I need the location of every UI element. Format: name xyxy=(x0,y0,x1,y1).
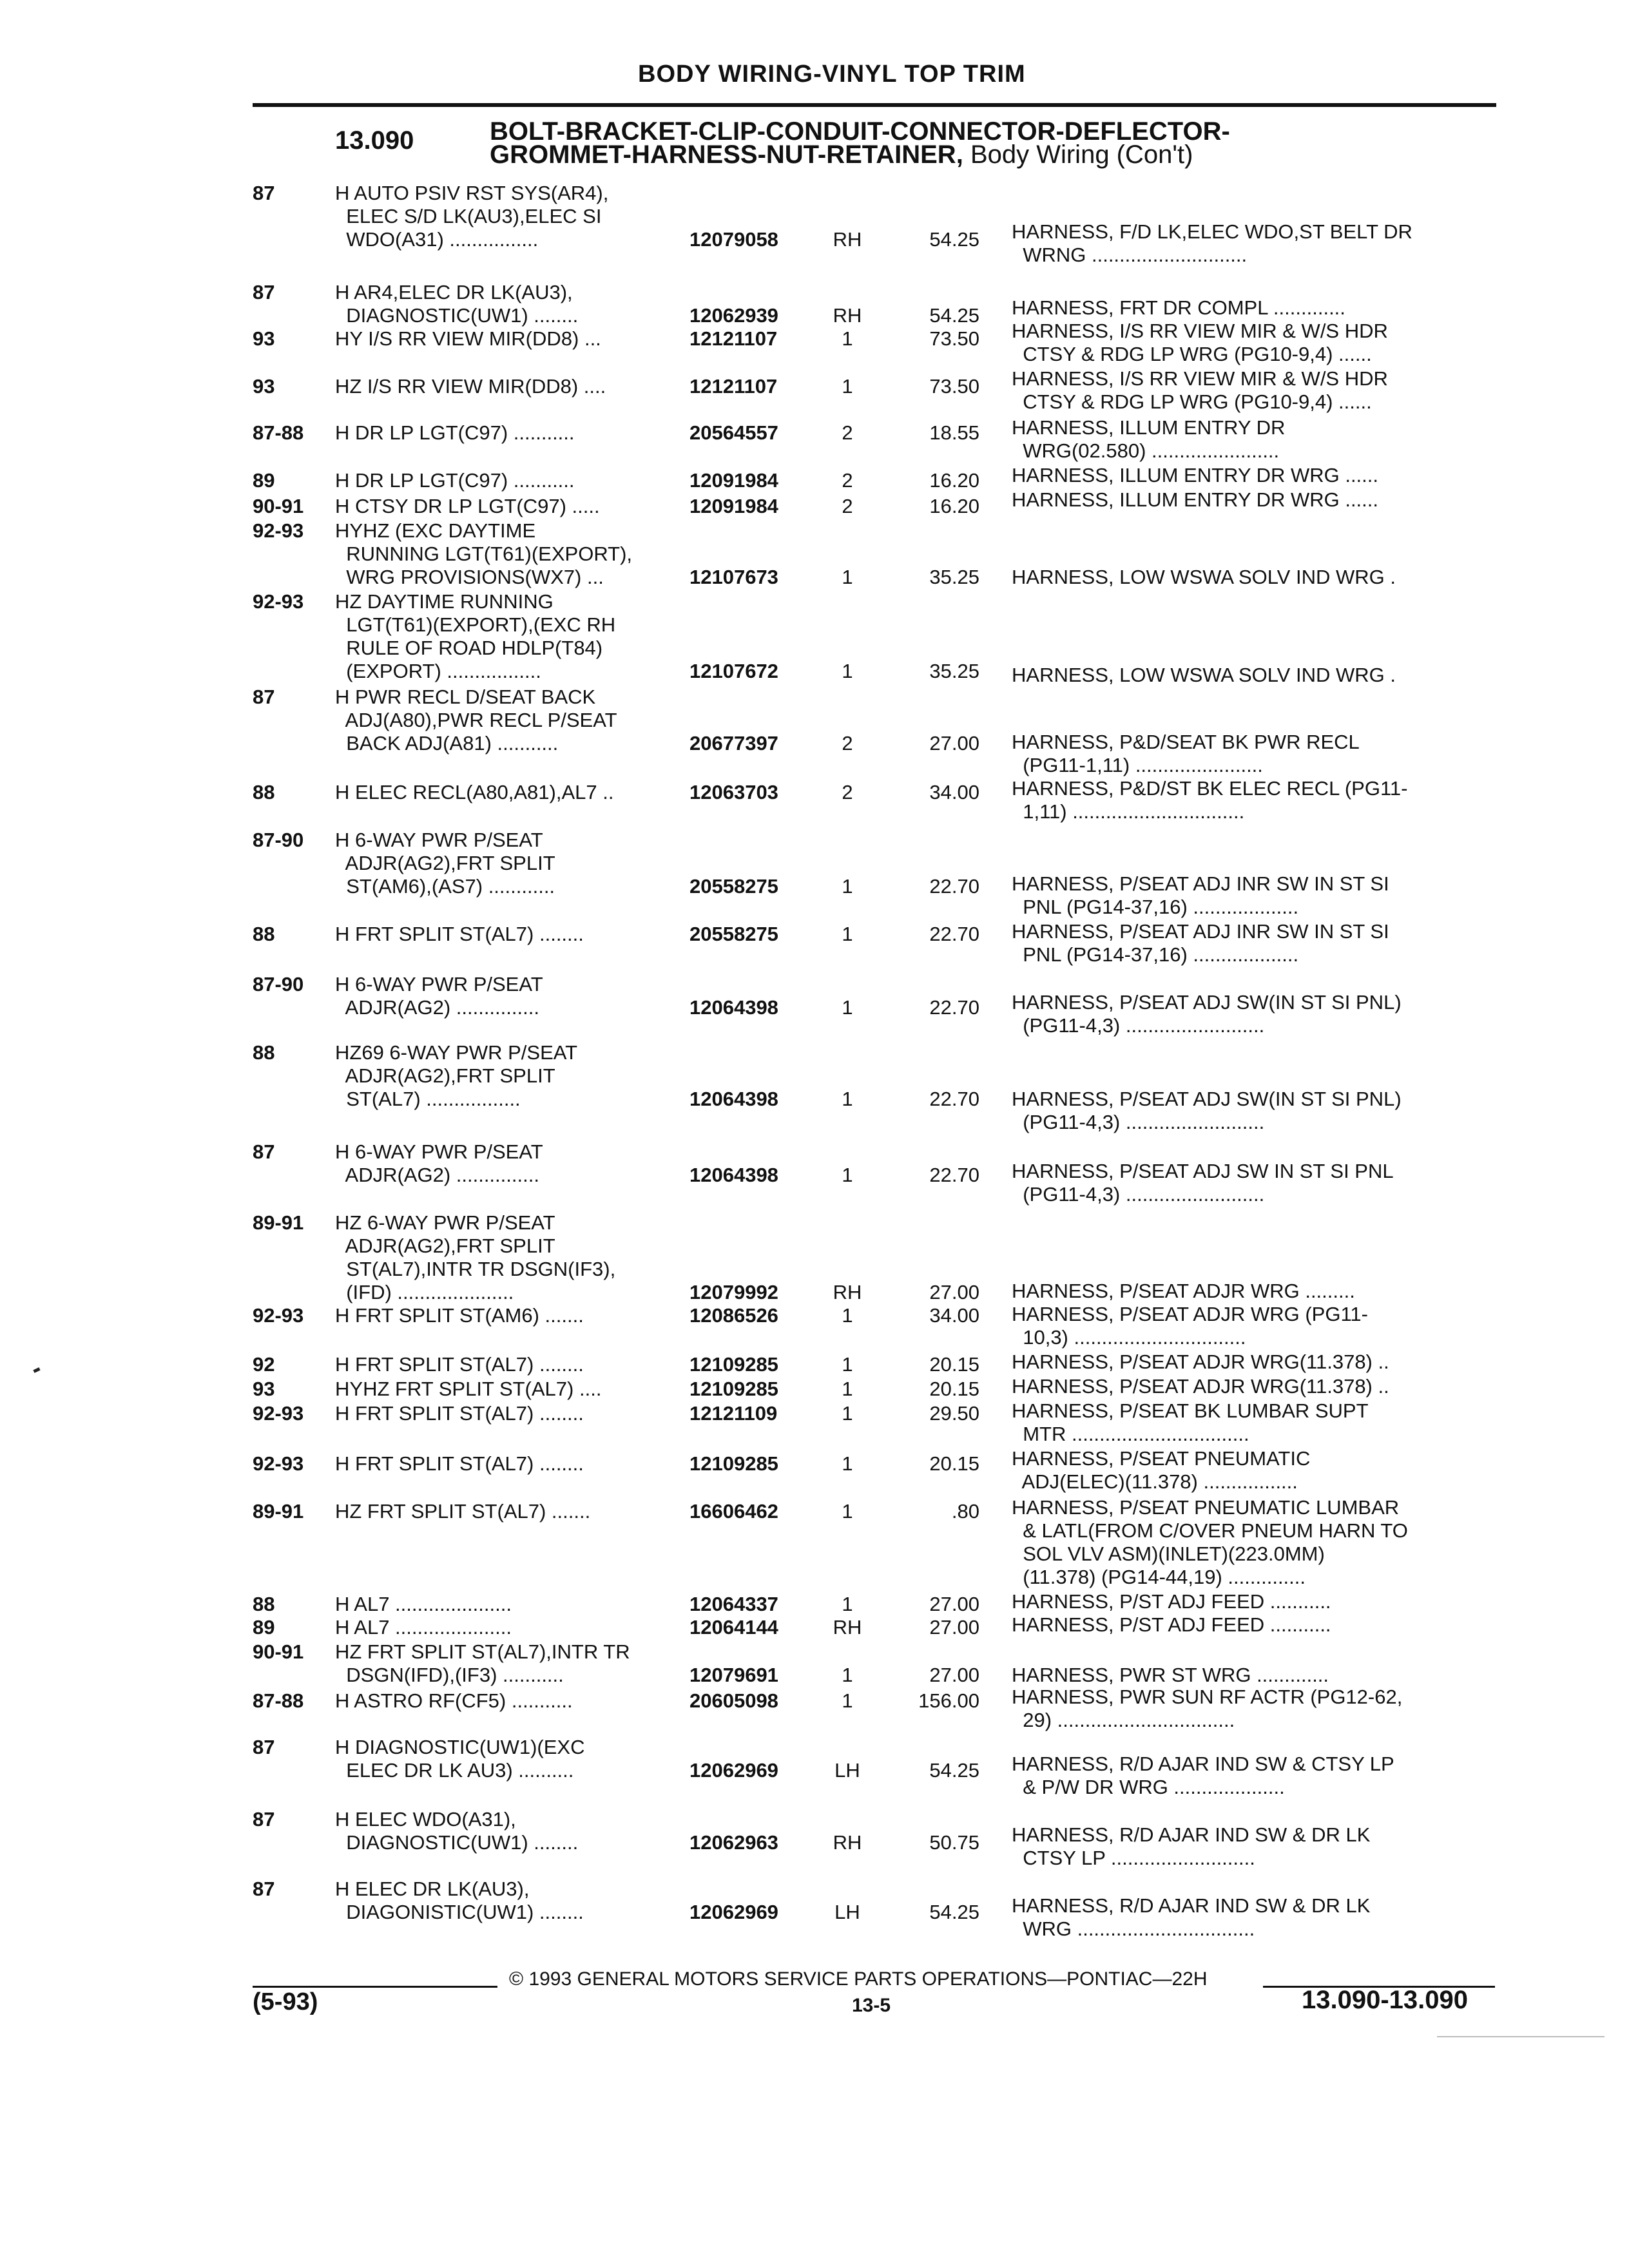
part-description-line: ADJR(AG2) ............... xyxy=(335,996,539,1019)
model-year: 87-88 xyxy=(253,1689,304,1712)
quantity: 1 xyxy=(842,1500,853,1523)
part-description-line: LGT(T61)(EXPORT),(EXC RH xyxy=(335,613,616,636)
part-number: 12064337 xyxy=(689,1593,778,1615)
part-number: 12107672 xyxy=(689,660,778,682)
part-number: 20558275 xyxy=(689,875,778,898)
part-name-line: HARNESS, F/D LK,ELEC WDO,ST BELT DR xyxy=(1012,220,1412,243)
part-name-line: PNL (PG14-37,16) ................... xyxy=(1012,896,1299,918)
part-name-line: HARNESS, I/S RR VIEW MIR & W/S HDR xyxy=(1012,367,1388,390)
part-number: 12109285 xyxy=(689,1353,778,1376)
part-number: 12079691 xyxy=(689,1664,778,1686)
part-number: 12086526 xyxy=(689,1304,778,1327)
price: 54.25 xyxy=(929,228,979,251)
price: .80 xyxy=(951,1500,979,1523)
part-name-line: ADJ(ELEC)(11.378) ................. xyxy=(1012,1470,1298,1493)
quantity: RH xyxy=(833,1616,862,1639)
quantity: 1 xyxy=(842,1353,853,1376)
part-description-line: HZ DAYTIME RUNNING xyxy=(335,590,554,613)
model-year: 87-90 xyxy=(253,973,304,995)
part-description-line: H DR LP LGT(C97) ........... xyxy=(335,421,575,444)
part-description-line: ADJ(A80),PWR RECL P/SEAT xyxy=(335,709,617,731)
part-number: 12121107 xyxy=(689,375,778,398)
part-description-line: ADJR(AG2),FRT SPLIT xyxy=(335,1235,555,1257)
price: 22.70 xyxy=(929,1088,979,1110)
price: 50.75 xyxy=(929,1831,979,1854)
part-number: 12079058 xyxy=(689,228,778,251)
quantity: 1 xyxy=(842,1402,853,1425)
part-number: 20605098 xyxy=(689,1689,778,1712)
model-year: 93 xyxy=(253,375,275,398)
section-title-line1: BOLT-BRACKET-CLIP-CONDUIT-CONNECTOR-DEFLECTOR- xyxy=(490,117,1230,146)
model-year: 89 xyxy=(253,1616,275,1639)
price: 27.00 xyxy=(929,1593,979,1615)
part-number: 12064144 xyxy=(689,1616,778,1639)
part-number: 12121107 xyxy=(689,327,778,350)
part-description-line: WRG PROVISIONS(WX7) ... xyxy=(335,566,604,588)
part-name-line: (11.378) (PG14-44,19) .............. xyxy=(1012,1566,1306,1588)
part-description-line: WDO(A31) ................ xyxy=(335,228,539,251)
part-name-line: HARNESS, I/S RR VIEW MIR & W/S HDR xyxy=(1012,320,1388,342)
price: 54.25 xyxy=(929,304,979,327)
model-year: 88 xyxy=(253,1593,275,1615)
part-name-line: HARNESS, ILLUM ENTRY DR WRG ...... xyxy=(1012,464,1379,486)
model-year: 92-93 xyxy=(253,1304,304,1327)
part-description-line: H AL7 ..................... xyxy=(335,1593,512,1615)
model-year: 87 xyxy=(253,281,275,303)
quantity: 1 xyxy=(842,1452,853,1475)
part-number: 12091984 xyxy=(689,495,778,517)
part-name-line: HARNESS, LOW WSWA SOLV IND WRG . xyxy=(1012,664,1396,686)
part-number: 12064398 xyxy=(689,1088,778,1110)
part-description-line: (EXPORT) ................. xyxy=(335,660,541,682)
model-year: 87-88 xyxy=(253,421,304,444)
part-description-line: H ELEC WDO(A31), xyxy=(335,1808,516,1831)
part-description-line: ADJR(AG2),FRT SPLIT xyxy=(335,852,555,874)
part-description-line: RUNNING LGT(T61)(EXPORT), xyxy=(335,543,633,565)
part-number: 16606462 xyxy=(689,1500,778,1523)
price: 34.00 xyxy=(929,1304,979,1327)
quantity: RH xyxy=(833,1831,862,1854)
part-name-line: HARNESS, PWR SUN RF ACTR (PG12-62, xyxy=(1012,1686,1403,1708)
quantity: 2 xyxy=(842,421,853,444)
part-name-line: HARNESS, R/D AJAR IND SW & DR LK xyxy=(1012,1823,1371,1846)
part-description-line: H FRT SPLIT ST(AL7) ........ xyxy=(335,923,584,945)
part-description-line: ST(AL7) ................. xyxy=(335,1088,521,1110)
footer-copyright: © 1993 GENERAL MOTORS SERVICE PARTS OPERATIONS—PONTIAC—22H xyxy=(509,1968,1208,1990)
model-year: 92-93 xyxy=(253,519,304,542)
part-number: 12062963 xyxy=(689,1831,778,1854)
part-description-line: H DIAGNOSTIC(UW1)(EXC xyxy=(335,1736,585,1758)
model-year: 90-91 xyxy=(253,1640,304,1663)
quantity: 1 xyxy=(842,1593,853,1615)
part-name-line: WRG ................................ xyxy=(1012,1917,1255,1940)
quantity: 1 xyxy=(842,1664,853,1686)
part-name-line: CTSY & RDG LP WRG (PG10-9,4) ...... xyxy=(1012,343,1372,365)
model-year: 88 xyxy=(253,781,275,803)
part-description-line: H FRT SPLIT ST(AL7) ........ xyxy=(335,1452,584,1475)
part-description-line: DSGN(IFD),(IF3) ........... xyxy=(335,1664,564,1686)
part-description-line: ADJR(AG2),FRT SPLIT xyxy=(335,1064,555,1087)
quantity: RH xyxy=(833,304,862,327)
price: 18.55 xyxy=(929,421,979,444)
part-description-line: (IFD) ..................... xyxy=(335,1281,514,1303)
part-description-line: H AL7 ..................... xyxy=(335,1616,512,1639)
part-name-line: HARNESS, PWR ST WRG ............. xyxy=(1012,1664,1329,1686)
footer-page-number: 13-5 xyxy=(852,1995,891,2016)
part-name-line: (PG11-4,3) ......................... xyxy=(1012,1183,1265,1206)
price: 20.15 xyxy=(929,1378,979,1400)
quantity: 1 xyxy=(842,327,853,350)
part-number: 12063703 xyxy=(689,781,778,803)
model-year: 88 xyxy=(253,923,275,945)
model-year: 92-93 xyxy=(253,1402,304,1425)
part-name-line: HARNESS, P/ST ADJ FEED ........... xyxy=(1012,1590,1331,1613)
price: 16.20 xyxy=(929,495,979,517)
model-year: 87 xyxy=(253,182,275,204)
scan-artifact-line xyxy=(1437,2036,1605,2037)
quantity: 1 xyxy=(842,875,853,898)
part-number: 12109285 xyxy=(689,1452,778,1475)
part-name-line: HARNESS, P/SEAT ADJR WRG(11.378) .. xyxy=(1012,1375,1389,1398)
part-description-line: H PWR RECL D/SEAT BACK xyxy=(335,686,596,708)
part-name-line: (PG11-4,3) ......................... xyxy=(1012,1111,1265,1133)
page-header-title: BODY WIRING-VINYL TOP TRIM xyxy=(638,61,1026,88)
price: 156.00 xyxy=(918,1689,979,1712)
quantity: 1 xyxy=(842,375,853,398)
price: 29.50 xyxy=(929,1402,979,1425)
price: 22.70 xyxy=(929,996,979,1019)
price: 35.25 xyxy=(929,660,979,682)
part-number: 12062969 xyxy=(689,1901,778,1923)
model-year: 87 xyxy=(253,686,275,708)
footer-rule-left xyxy=(253,1986,497,1988)
part-name-line: & LATL(FROM C/OVER PNEUM HARN TO xyxy=(1012,1519,1408,1542)
price: 54.25 xyxy=(929,1759,979,1782)
part-description-line: HZ 6-WAY PWR P/SEAT xyxy=(335,1211,555,1234)
price: 54.25 xyxy=(929,1901,979,1923)
model-year: 92-93 xyxy=(253,590,304,613)
part-description-line: HYHZ FRT SPLIT ST(AL7) .... xyxy=(335,1378,602,1400)
part-number: 12107673 xyxy=(689,566,778,588)
footer-date: (5-93) xyxy=(253,1988,318,2015)
part-description-line: H 6-WAY PWR P/SEAT xyxy=(335,973,543,995)
quantity: 1 xyxy=(842,1378,853,1400)
part-description-line: H FRT SPLIT ST(AL7) ........ xyxy=(335,1353,584,1376)
part-description-line: H FRT SPLIT ST(AL7) ........ xyxy=(335,1402,584,1425)
part-name-line: (PG11-4,3) ......................... xyxy=(1012,1014,1265,1037)
part-description-line: H ELEC DR LK(AU3), xyxy=(335,1878,530,1900)
part-name-line: HARNESS, ILLUM ENTRY DR WRG ...... xyxy=(1012,488,1379,511)
part-number: 20677397 xyxy=(689,732,778,754)
part-description-line: ST(AM6),(AS7) ............ xyxy=(335,875,555,898)
model-year: 89-91 xyxy=(253,1500,304,1523)
part-name-line: CTSY & RDG LP WRG (PG10-9,4) ...... xyxy=(1012,390,1372,413)
quantity: 2 xyxy=(842,495,853,517)
part-description-line: HY I/S RR VIEW MIR(DD8) ... xyxy=(335,327,601,350)
part-name-line: HARNESS, FRT DR COMPL ............. xyxy=(1012,296,1345,319)
part-description-line: H CTSY DR LP LGT(C97) ..... xyxy=(335,495,600,517)
part-number: 12079992 xyxy=(689,1281,778,1303)
model-year: 90-91 xyxy=(253,495,304,517)
price: 27.00 xyxy=(929,1616,979,1639)
part-name-line: HARNESS, P/SEAT PNEUMATIC xyxy=(1012,1447,1311,1470)
part-description-line: H AUTO PSIV RST SYS(AR4), xyxy=(335,182,609,204)
quantity: 1 xyxy=(842,1689,853,1712)
part-name-line: HARNESS, P&D/ST BK ELEC RECL (PG11- xyxy=(1012,777,1408,800)
price: 22.70 xyxy=(929,923,979,945)
quantity: RH xyxy=(833,228,862,251)
part-name-line: 10,3) ............................... xyxy=(1012,1326,1246,1349)
price: 22.70 xyxy=(929,875,979,898)
price: 73.50 xyxy=(929,375,979,398)
price: 22.70 xyxy=(929,1164,979,1186)
part-number: 12109285 xyxy=(689,1378,778,1400)
part-description-line: HZ FRT SPLIT ST(AL7) ....... xyxy=(335,1500,591,1523)
part-description-line: ELEC S/D LK(AU3),ELEC SI xyxy=(335,205,602,227)
model-year: 87 xyxy=(253,1140,275,1163)
part-name-line: HARNESS, P&D/SEAT BK PWR RECL xyxy=(1012,731,1360,753)
part-name-line: WRNG ............................ xyxy=(1012,244,1248,266)
section-title-line2-tail: Body Wiring (Con't) xyxy=(970,140,1193,169)
model-year: 89-91 xyxy=(253,1211,304,1234)
part-name-line: & P/W DR WRG .................... xyxy=(1012,1776,1285,1798)
part-name-line: HARNESS, P/SEAT BK LUMBAR SUPT xyxy=(1012,1399,1369,1422)
section-number: 13.090 xyxy=(335,126,414,155)
price: 35.25 xyxy=(929,566,979,588)
quantity: 1 xyxy=(842,566,853,588)
price: 27.00 xyxy=(929,1664,979,1686)
part-description-line: H ASTRO RF(CF5) ........... xyxy=(335,1689,573,1712)
quantity: LH xyxy=(834,1901,860,1923)
price: 27.00 xyxy=(929,732,979,754)
part-description-line: H FRT SPLIT ST(AM6) ....... xyxy=(335,1304,584,1327)
part-name-line: CTSY LP .......................... xyxy=(1012,1847,1255,1869)
part-name-line: 29) ................................ xyxy=(1012,1709,1235,1731)
part-description-line: HZ69 6-WAY PWR P/SEAT xyxy=(335,1041,578,1064)
part-name-line: HARNESS, ILLUM ENTRY DR xyxy=(1012,416,1286,439)
part-name-line: WRG(02.580) ....................... xyxy=(1012,439,1280,462)
part-name-line: HARNESS, P/SEAT ADJR WRG ......... xyxy=(1012,1280,1355,1302)
price: 27.00 xyxy=(929,1281,979,1303)
part-name-line: HARNESS, R/D AJAR IND SW & CTSY LP xyxy=(1012,1753,1394,1775)
model-year: 93 xyxy=(253,327,275,350)
model-year: 87 xyxy=(253,1878,275,1900)
part-name-line: HARNESS, P/SEAT ADJR WRG (PG11- xyxy=(1012,1303,1368,1325)
part-name-line: HARNESS, P/SEAT ADJR WRG(11.378) .. xyxy=(1012,1350,1389,1373)
part-number: 12091984 xyxy=(689,469,778,492)
quantity: 1 xyxy=(842,1164,853,1186)
part-name-line: SOL VLV ASM)(INLET)(223.0MM) xyxy=(1012,1542,1325,1565)
part-description-line: H 6-WAY PWR P/SEAT xyxy=(335,1140,543,1163)
part-number: 12064398 xyxy=(689,996,778,1019)
part-name-line: PNL (PG14-37,16) ................... xyxy=(1012,943,1299,966)
part-number: 12121109 xyxy=(689,1402,778,1425)
part-name-line: HARNESS, P/SEAT ADJ SW IN ST SI PNL xyxy=(1012,1160,1394,1182)
part-description-line: DIAGONISTIC(UW1) ........ xyxy=(335,1901,584,1923)
part-name-line: HARNESS, P/SEAT ADJ SW(IN ST SI PNL) xyxy=(1012,991,1402,1014)
part-description-line: ELEC DR LK AU3) .......... xyxy=(335,1759,574,1782)
part-description-line: H AR4,ELEC DR LK(AU3), xyxy=(335,281,573,303)
quantity: 2 xyxy=(842,732,853,754)
price: 20.15 xyxy=(929,1452,979,1475)
part-description-line: H DR LP LGT(C97) ........... xyxy=(335,469,575,492)
part-description-line: H ELEC RECL(A80,A81),AL7 .. xyxy=(335,781,614,803)
part-description-line: HZ FRT SPLIT ST(AL7),INTR TR xyxy=(335,1640,630,1663)
part-number: 12062969 xyxy=(689,1759,778,1782)
section-title-line2-bold: GROMMET-HARNESS-NUT-RETAINER, xyxy=(490,140,963,169)
part-name-line: 1,11) ............................... xyxy=(1012,800,1245,823)
part-description-line: DIAGNOSTIC(UW1) ........ xyxy=(335,1831,579,1854)
model-year: 88 xyxy=(253,1041,275,1064)
part-description-line: RULE OF ROAD HDLP(T84) xyxy=(335,637,603,659)
part-description-line: HZ I/S RR VIEW MIR(DD8) .... xyxy=(335,375,606,398)
part-name-line: HARNESS, P/ST ADJ FEED ........... xyxy=(1012,1613,1331,1636)
price: 73.50 xyxy=(929,327,979,350)
part-number: 20558275 xyxy=(689,923,778,945)
part-description-line: DIAGNOSTIC(UW1) ........ xyxy=(335,304,579,327)
model-year: 93 xyxy=(253,1378,275,1400)
model-year: 87-90 xyxy=(253,829,304,851)
part-name-line: HARNESS, P/SEAT PNEUMATIC LUMBAR xyxy=(1012,1496,1400,1519)
price: 16.20 xyxy=(929,469,979,492)
price: 20.15 xyxy=(929,1353,979,1376)
quantity: 1 xyxy=(842,660,853,682)
part-description-line: H 6-WAY PWR P/SEAT xyxy=(335,829,543,851)
part-name-line: MTR ................................ xyxy=(1012,1423,1249,1445)
part-number: 20564557 xyxy=(689,421,778,444)
part-name-line: (PG11-1,11) ....................... xyxy=(1012,754,1263,776)
part-number: 12062939 xyxy=(689,304,778,327)
quantity: 1 xyxy=(842,996,853,1019)
quantity: 2 xyxy=(842,781,853,803)
footer-section-range: 13.090-13.090 xyxy=(1302,1986,1469,2014)
model-year: 87 xyxy=(253,1736,275,1758)
quantity: 1 xyxy=(842,923,853,945)
part-name-line: HARNESS, R/D AJAR IND SW & DR LK xyxy=(1012,1894,1371,1917)
part-name-line: HARNESS, P/SEAT ADJ INR SW IN ST SI xyxy=(1012,920,1389,943)
part-name-line: HARNESS, P/SEAT ADJ INR SW IN ST SI xyxy=(1012,872,1389,895)
model-year: 92-93 xyxy=(253,1452,304,1475)
quantity: 1 xyxy=(842,1088,853,1110)
quantity: 2 xyxy=(842,469,853,492)
quantity: 1 xyxy=(842,1304,853,1327)
part-name-line: HARNESS, P/SEAT ADJ SW(IN ST SI PNL) xyxy=(1012,1088,1402,1110)
part-number: 12064398 xyxy=(689,1164,778,1186)
part-description-line: BACK ADJ(A81) ........... xyxy=(335,732,559,754)
part-description-line: HYHZ (EXC DAYTIME xyxy=(335,519,536,542)
part-description-line: ST(AL7),INTR TR DSGN(IF3), xyxy=(335,1258,616,1280)
model-year: 92 xyxy=(253,1353,275,1376)
part-description-line: ADJR(AG2) ............... xyxy=(335,1164,539,1186)
quantity: LH xyxy=(834,1759,860,1782)
part-name-line: HARNESS, LOW WSWA SOLV IND WRG . xyxy=(1012,566,1396,588)
price: 34.00 xyxy=(929,781,979,803)
model-year: 87 xyxy=(253,1808,275,1831)
model-year: 89 xyxy=(253,469,275,492)
quantity: RH xyxy=(833,1281,862,1303)
